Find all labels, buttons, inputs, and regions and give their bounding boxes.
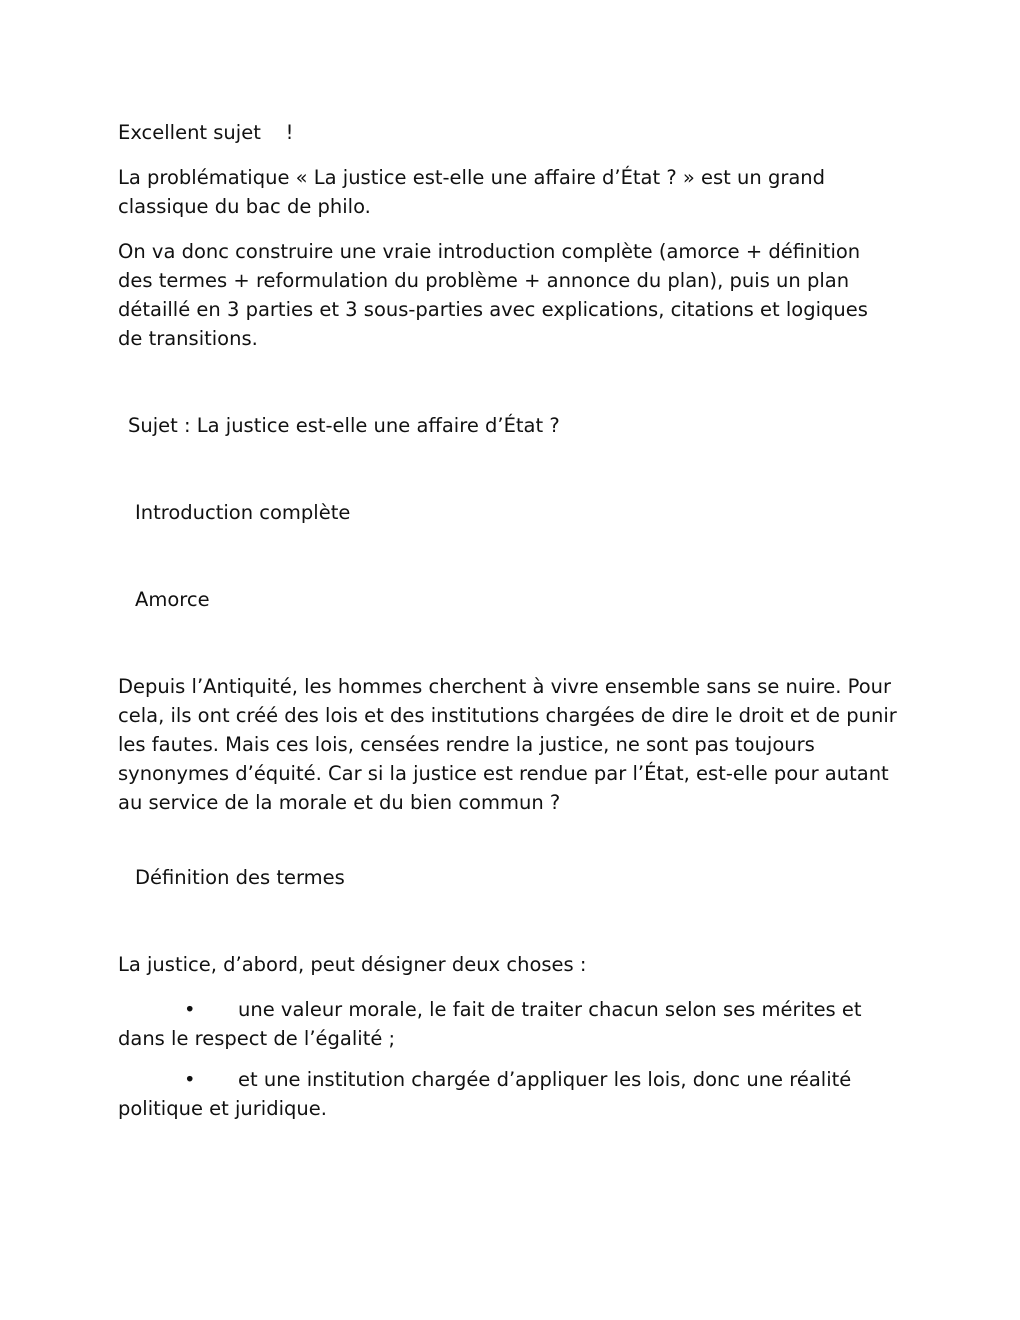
spacer-before-intro-section xyxy=(118,440,898,498)
spacer-before-definitions xyxy=(118,817,898,863)
document-body xyxy=(118,118,903,1123)
section-heading-definitions: Définition des termes xyxy=(135,866,345,889)
spacer-before-amorce xyxy=(118,527,898,585)
list-item xyxy=(118,1065,898,1123)
list-item-label: et une institution chargée d’appliquer les lois, donc une réalité politique et juridique. xyxy=(118,1068,852,1120)
section-heading-introduction: Introduction complète xyxy=(135,501,351,524)
spacer-before-amorce-body xyxy=(118,614,898,672)
definitions-lead-paragraph: La justice, d’abord, peut désigner deux choses : xyxy=(118,953,587,976)
plan-overview-paragraph: On va donc construire une vraie introduction complète (amorce + définition des termes + reformulation du problème + annonce du plan), puis un plan détaillé en 3 parties et 3 sous-parties avec explications, citations et logiques de transitions. xyxy=(118,240,875,350)
spacer-before-bullets xyxy=(118,979,898,995)
subject-heading: Sujet : La justice est-elle une affaire d’État ? xyxy=(128,414,560,437)
greeting-paragraph: Excellent sujet ! xyxy=(118,121,294,144)
bullet-icon: • xyxy=(184,998,196,1021)
bullet-icon: • xyxy=(184,1068,196,1091)
spacer-before-definitions-lead xyxy=(118,892,898,950)
list-item xyxy=(118,995,898,1053)
topic-paragraph: La problématique « La justice est-elle une affaire d’État ? » est un grand classique du bac de philo. xyxy=(118,166,832,218)
section-heading-amorce: Amorce xyxy=(135,588,210,611)
amorce-paragraph: Depuis l’Antiquité, les hommes cherchent à vivre ensemble sans se nuire. Pour cela, ils ont créé des lois et des institutions chargées de dire le droit et de punir les fautes. Mais ces lois, censées rendre la justice, ne sont pas toujours synonymes d’équité. Car si la justice est rendue par l’État, est-elle pour autant au service de la morale et du bien commun ? xyxy=(118,675,903,814)
spacer-before-subject xyxy=(118,353,898,411)
list-item-label: une valeur morale, le fait de traiter chacun selon ses mérites et dans le respect de l’égalité ; xyxy=(118,998,862,1050)
